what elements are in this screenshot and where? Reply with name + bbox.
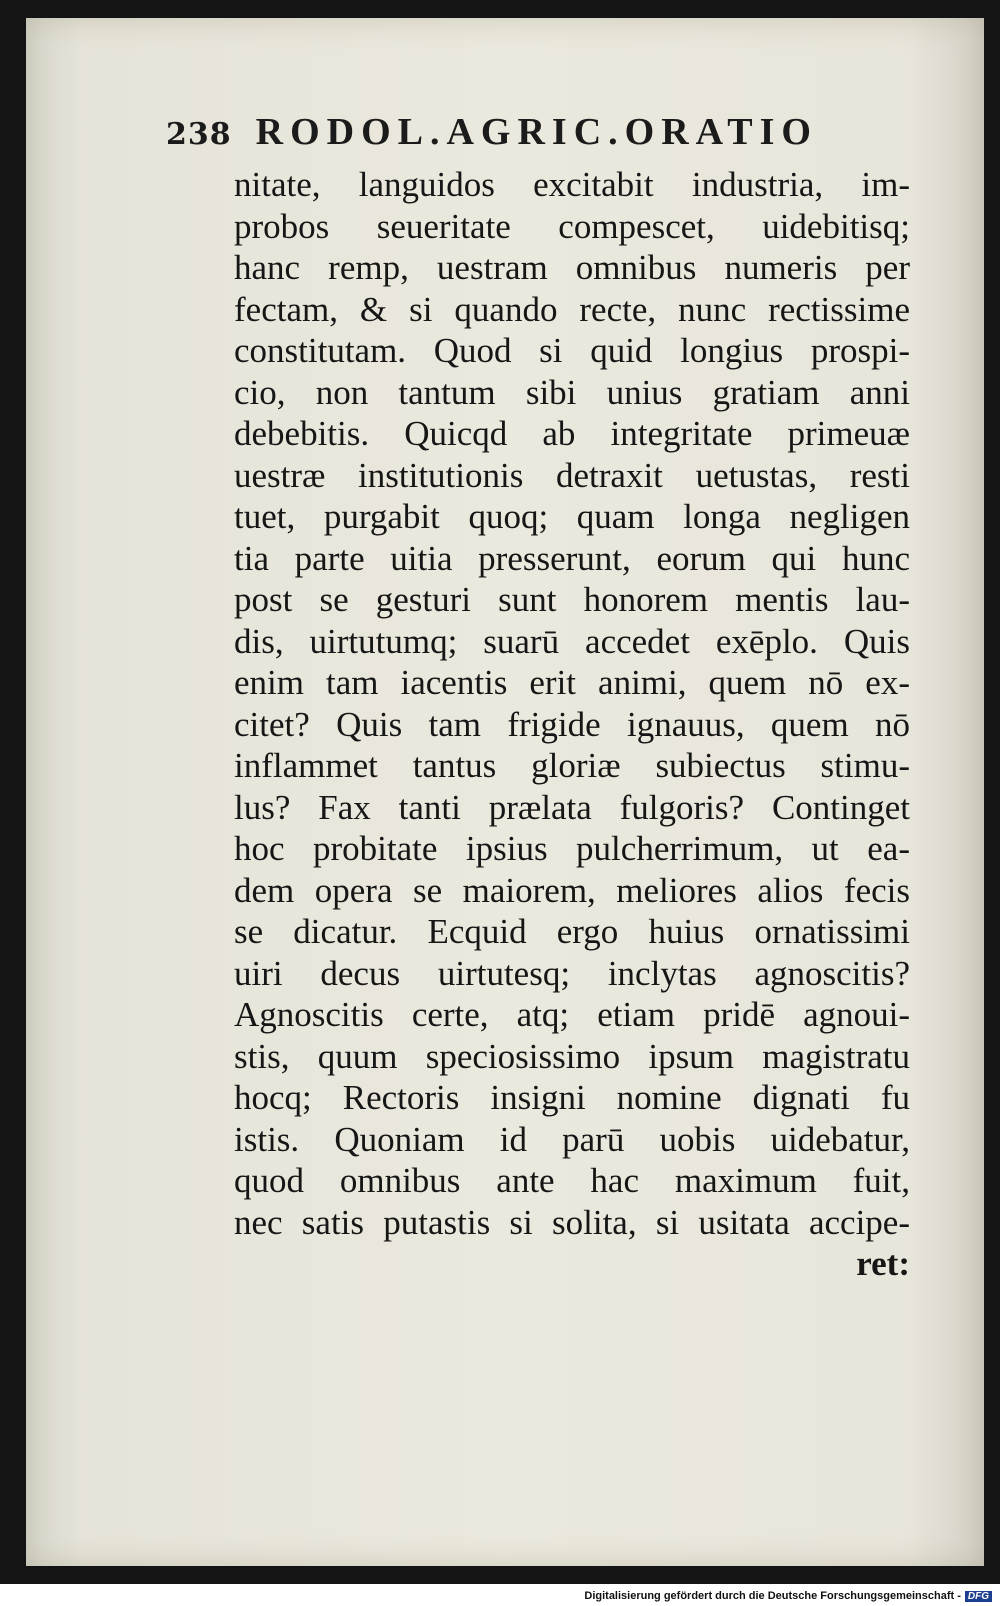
text-line: debebitis. Quicqd ab integritate primeuæ (234, 414, 910, 453)
text-line: nec satis putastis si solita, si usitata accipe- (234, 1202, 910, 1242)
running-head (166, 110, 818, 158)
text-line: tuet, purgabit quoq; quam longa negligen (234, 497, 910, 536)
text-line: uestræ institutionis detraxit uetustas, resti (234, 455, 910, 495)
text-line: fectam, & si quando recte, nunc rectissime (234, 289, 910, 329)
text-line: uiri decus uirtutesq; inclytas agnoscitis? (234, 953, 910, 993)
digitization-credit (584, 1590, 992, 1602)
text-line: enim tam iacentis erit animi, quem nō ex- (234, 663, 910, 702)
dfg-logo: DFG (965, 1591, 992, 1602)
text-line: post se gesturi sunt honorem mentis lau- (234, 580, 910, 619)
text-line: lus? Fax tanti prælata fulgoris? Continget (234, 787, 910, 827)
text-line: tia parte uitia presserunt, eorum qui hunc (234, 538, 910, 578)
text-line: dis, uirtutumq; suarū accedet exēplo. Quis (234, 621, 910, 661)
text-line: hocq; Rectoris insigni nomine dignati fu (234, 1078, 910, 1117)
text-line: istis. Quoniam id parū uobis uidebatur, (234, 1119, 910, 1159)
text-line: se dicatur. Ecquid ergo huius ornatissimi (234, 912, 910, 951)
text-line: stis, quum speciosissimo ipsum magistratu (234, 1036, 910, 1076)
text-line: constitutam. Quod si quid longius prospi- (234, 331, 910, 370)
text-line: dem opera se maiorem, meliores alios fecis (234, 870, 910, 910)
text-line: citet? Quis tam frigide ignauus, quem nō (234, 704, 910, 744)
credit-text: Digitalisierung gefördert durch die Deutsche Forschungsgemeinschaft - (584, 1590, 961, 1602)
book-page (26, 18, 984, 1566)
text-line: Agnoscitis certe, atq; etiam pridē agnoui- (234, 995, 910, 1034)
text-line: hoc probitate ipsius pulcherrimum, ut ea- (234, 829, 910, 868)
text-line: quod omnibus ante hac maximum fuit, (234, 1161, 910, 1200)
catchword: ret: (856, 1244, 910, 1283)
text-line: hanc remp, uestram omnibus numeris per (234, 248, 910, 287)
text-line: probos seueritate compescet, uidebitisq; (234, 206, 910, 246)
page-number: 238 (166, 117, 232, 152)
text-line: cio, non tantum sibi unius gratiam anni (234, 372, 910, 412)
text-line: inflammet tantus gloriæ subiectus stimu- (234, 746, 910, 785)
text-line: nitate, languidos excitabit industria, im- (234, 165, 910, 204)
body-text (234, 164, 910, 1285)
running-title: RODOL.AGRIC.ORATIO (255, 111, 818, 153)
